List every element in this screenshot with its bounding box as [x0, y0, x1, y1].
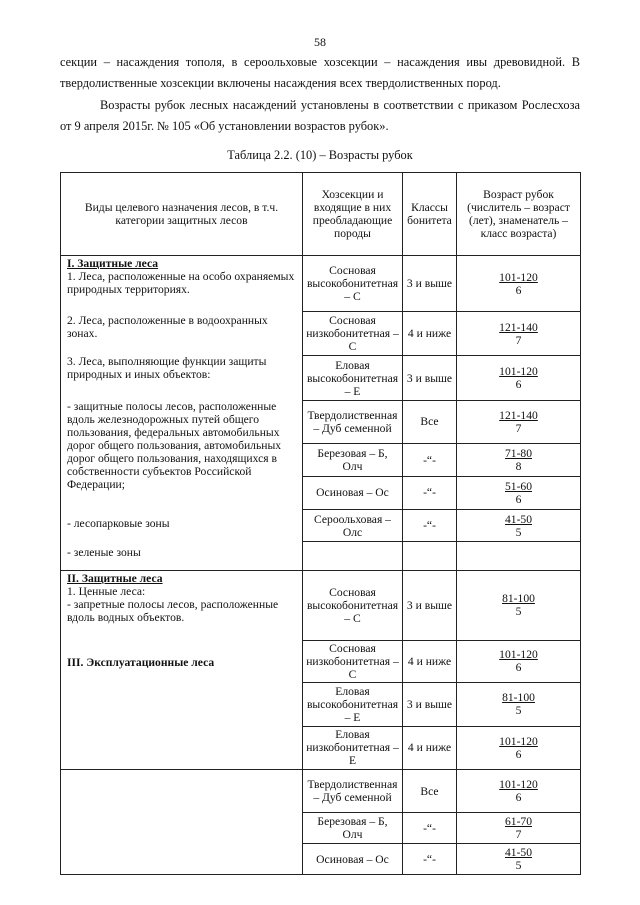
- block3-heading: III. Эксплуатационные леса: [67, 656, 215, 669]
- age-cell: [457, 726, 581, 769]
- table-row: [61, 770, 581, 813]
- species-cell: Сероольховая – Олс: [303, 509, 403, 542]
- age-cell: [457, 770, 581, 813]
- species-cell: Сосновая высокобонитетная – С: [303, 571, 403, 641]
- header-age: Возраст рубок (числитель – возраст (лет), знаменатель – класс возраста): [457, 173, 581, 256]
- age-class: 5: [515, 605, 522, 619]
- block2-heading: II. Защитные леса: [67, 572, 163, 585]
- table-header-row: [61, 173, 581, 256]
- bonitet-cell: 3 и выше: [403, 256, 457, 312]
- age-class: 6: [515, 747, 522, 761]
- age-class: 5: [515, 704, 522, 718]
- age-years: 121-140: [499, 320, 538, 334]
- table-row: [61, 571, 581, 641]
- bonitet-cell: 4 и ниже: [403, 726, 457, 769]
- species-cell: Осиновая – Ос: [303, 476, 403, 509]
- age-cell: [457, 640, 581, 682]
- age-years: 51-60: [504, 479, 533, 493]
- bonitet-cell: 3 и выше: [403, 356, 457, 400]
- age-cell: [457, 356, 581, 400]
- bonitet-cell: 4 и ниже: [403, 640, 457, 682]
- header-bonitet: Классы бонитета: [403, 173, 457, 256]
- age-years: 101-120: [499, 734, 538, 748]
- paragraph-1: секции – насаждения тополя, в сероольховые хозсекции – насаждения ивы древовидной. В твердолиственные хозсекции включены насаждения всех твердолиственных пород.: [60, 55, 580, 90]
- age-cell: [457, 683, 581, 726]
- age-cell: [457, 256, 581, 312]
- block1-category-stack: [64, 257, 299, 569]
- species-cell: Сосновая низкобонитетная – С: [303, 640, 403, 682]
- age-years: 81-100: [502, 592, 535, 606]
- block1-heading-group: [67, 257, 296, 296]
- age-class: 6: [515, 661, 522, 675]
- block3-category-cell: [61, 770, 303, 875]
- age-class: 6: [515, 283, 522, 297]
- block2-category-cell: [61, 571, 303, 770]
- species-cell: Сосновая низкобонитетная – С: [303, 312, 403, 356]
- age-class: 8: [515, 460, 522, 473]
- age-cell: [457, 509, 581, 542]
- bonitet-cell: 4 и ниже: [403, 312, 457, 356]
- cutting-age-table: [60, 172, 581, 875]
- age-years: 121-140: [499, 408, 538, 422]
- table-row: [61, 256, 581, 312]
- species-cell: Еловая высокобонитетная – Е: [303, 683, 403, 726]
- empty-cell: [303, 542, 403, 571]
- species-cell: Березовая – Б, Олч: [303, 444, 403, 477]
- species-cell: Сосновая высокобонитетная – С: [303, 256, 403, 312]
- bonitet-cell: Все: [403, 770, 457, 813]
- block1-heading: I. Защитные леса: [67, 257, 159, 270]
- block2-item-1: 1. Ценные леса:: [67, 585, 146, 598]
- table-caption: Таблица 2.2. (10) – Возрасты рубок: [227, 148, 413, 162]
- empty-cell: [457, 542, 581, 571]
- age-cell: [457, 476, 581, 509]
- species-cell: Твердолиственная – Дуб семенной: [303, 770, 403, 813]
- age-years: 101-120: [499, 648, 538, 662]
- species-cell: Твердолиственная – Дуб семенной: [303, 400, 403, 443]
- species-cell: Еловая высокобонитетная – Е: [303, 356, 403, 400]
- age-class: 5: [515, 525, 522, 539]
- age-class: 6: [515, 378, 522, 392]
- age-cell: [457, 312, 581, 356]
- block2-heading-group: [67, 572, 296, 624]
- block2-category-stack: [64, 572, 299, 768]
- block1-item-3: 3. Леса, выполняющие функции защиты природных и иных объектов:: [67, 355, 267, 381]
- bonitet-cell: Все: [403, 400, 457, 443]
- bonitet-cell: -“-: [403, 844, 457, 875]
- block1-item-6: - зеленые зоны: [67, 546, 141, 559]
- block1-item-4: - защитные полосы лесов, расположенные вдоль железнодорожных путей общего пользования, федеральных автомобильных дорог общего пользования, автомобильных дорог общего пользования, находящихся в собственности субъектов Российской Федерации;: [67, 400, 282, 491]
- bonitet-cell: -“-: [403, 476, 457, 509]
- age-class: 7: [515, 421, 522, 435]
- age-years: 81-100: [502, 691, 535, 705]
- header-species: Хозсекции и входящие в них преобладающие породы: [303, 173, 403, 256]
- block2-item-2: - запретные полосы лесов, расположенные вдоль водных объектов.: [67, 598, 279, 624]
- age-years: 41-50: [504, 846, 533, 859]
- block1-item-1: 1. Леса, расположенные на особо охраняемых природных территориях.: [67, 270, 295, 296]
- age-years: 101-120: [499, 778, 538, 791]
- species-cell: Березовая – Б, Олч: [303, 813, 403, 844]
- block1-category-cell: [61, 256, 303, 571]
- age-years: 61-70: [504, 815, 533, 828]
- age-years: 41-50: [504, 512, 533, 526]
- age-class: 7: [515, 828, 522, 841]
- empty-cell: [403, 542, 457, 571]
- age-cell: [457, 571, 581, 641]
- age-cell: [457, 400, 581, 443]
- bonitet-cell: -“-: [403, 444, 457, 477]
- species-cell: Еловая низкобонитетная – Е: [303, 726, 403, 769]
- age-cell: [457, 844, 581, 875]
- age-years: 71-80: [504, 447, 533, 460]
- age-years: 101-120: [499, 270, 538, 284]
- bonitet-cell: 3 и выше: [403, 571, 457, 641]
- age-class: 5: [515, 859, 522, 872]
- header-category: Виды целевого назначения лесов, в т.ч. категории защитных лесов: [61, 173, 303, 256]
- paragraph-2: Возрасты рубок лесных насаждений установлены в соответствии с приказом Рослесхоза от 9 апреля 2015г. № 105 «Об установлении возрастов рубок».: [60, 98, 580, 133]
- age-class: 6: [515, 791, 522, 804]
- page-number: 58: [314, 35, 326, 49]
- bonitet-cell: 3 и выше: [403, 683, 457, 726]
- age-years: 101-120: [499, 365, 538, 379]
- age-cell: [457, 813, 581, 844]
- bonitet-cell: -“-: [403, 813, 457, 844]
- age-cell: [457, 444, 581, 477]
- age-class: 7: [515, 333, 522, 347]
- age-class: 6: [515, 492, 522, 506]
- block1-item-2: 2. Леса, расположенные в водоохранных зонах.: [67, 314, 268, 340]
- bonitet-cell: -“-: [403, 509, 457, 542]
- species-cell: Осиновая – Ос: [303, 844, 403, 875]
- block1-item-5: - лесопарковые зоны: [67, 517, 170, 530]
